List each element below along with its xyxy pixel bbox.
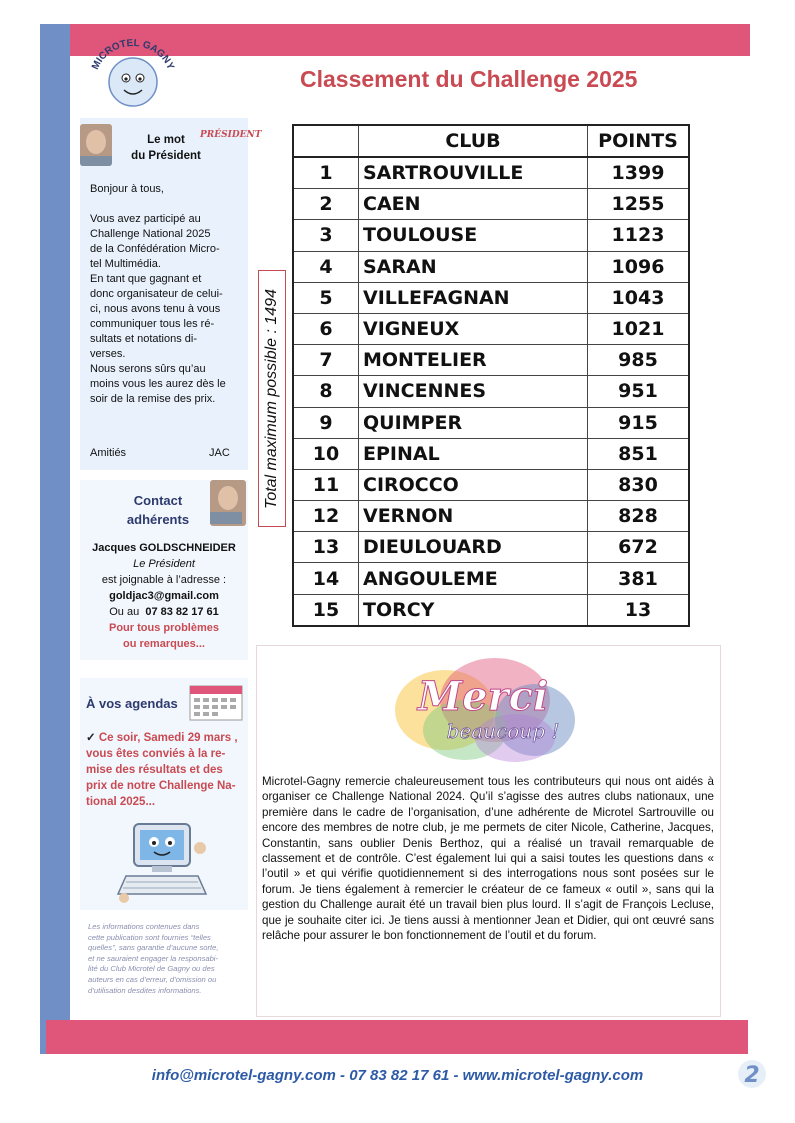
club-cell: SARTROUVILLE	[359, 157, 588, 189]
rank-header	[293, 125, 359, 157]
total-max-label-box	[258, 270, 286, 527]
calendar-icon	[188, 680, 244, 722]
agenda-text	[86, 730, 246, 810]
microtel-logo	[88, 36, 178, 112]
contact-avatar	[210, 480, 246, 526]
message-line: Challenge National 2025	[90, 228, 211, 240]
logo-text: MICROTEL GAGNY	[90, 37, 176, 72]
disclaimer-line: lité du Club Microtel de Gagny ou des	[88, 964, 215, 974]
total-max-label: Total maximum possible : 1494	[263, 288, 280, 509]
disclaimer-line: auteurs en cas d’erreur, d’omission ou	[88, 974, 217, 984]
message-paragraph-3	[90, 362, 240, 407]
rank-cell: 12	[293, 501, 359, 532]
ranking-row	[293, 563, 689, 594]
merci-text: Microtel-Gagny remercie chaleureusement tous les contributeurs qui nous ont aidés à organiser ce Challenge National 2024. Qu’il s’agisse des autres clubs nationaux, une première dans le cadre de l’organisation, d’une adhérente de Microtel Sartrouville ou encore des membres de notre club, je me permets de citer Nicole, Catherine, Jacques, Constantin, sans oublier Denis Berthoz, qui a réalisé un travail remarquable de classement et de contrôle. C’est également lui qui a saisi toutes les questions dans « l’outil » et qui vérifie quotidiennement si des interrogations nous sont posées sur le forum. Je tiens également à remercier le créateur de ce fameux « outil », sans qui la gestion du Challenge aurait été un travail bien plus lourd. Il s’agit de François Lecluse, que je souhaite citer ici. Je tiens aussi à mentionner Jean et Didier, qui ont œuvré sans relâche pour assurer le bon fonctionnement de l’outil et du forum.	[262, 775, 714, 943]
agenda-title: À vos agendas	[86, 696, 178, 711]
page-number-badge	[732, 1054, 772, 1094]
club-cell: DIEULOUARD	[359, 532, 588, 563]
contact-heading	[118, 491, 198, 529]
ranking-row	[293, 438, 689, 469]
message-line: moins vous les aurez dès le	[90, 378, 226, 390]
message-paragraph-1	[90, 212, 240, 272]
disclaimer-line: d’utilisation desdites informations.	[88, 985, 202, 995]
message-line: verses.	[90, 348, 126, 360]
ranking-row	[293, 407, 689, 438]
club-cell: SARAN	[359, 251, 588, 282]
page-title: Classement du Challenge 2025	[300, 66, 638, 92]
club-cell: MONTELIER	[359, 345, 588, 376]
ranking-row	[293, 376, 689, 407]
computer-mascot-icon	[112, 818, 212, 906]
message-line: de la Confédération Micro-	[90, 243, 220, 255]
rank-cell: 11	[293, 469, 359, 500]
ranking-row	[293, 157, 689, 189]
agenda-line: vous êtes conviés à la re-	[86, 748, 226, 760]
club-cell: VILLEFAGNAN	[359, 282, 588, 313]
rank-cell: 5	[293, 282, 359, 313]
disclaimer-line: cette publication sont fournies “telles	[88, 932, 211, 942]
disclaimer-line: quelles”, sans garantie d’aucune sorte,	[88, 943, 219, 953]
ranking-row	[293, 282, 689, 313]
agenda-line: prix de notre Challenge Na-	[86, 780, 236, 792]
rank-cell: 7	[293, 345, 359, 376]
rank-cell: 10	[293, 438, 359, 469]
message-paragraph-2	[90, 272, 240, 362]
agenda-line: tional 2025...	[86, 796, 156, 808]
points-cell: 1021	[588, 313, 690, 344]
signature: JAC	[209, 447, 230, 459]
message-line: soir de la remise des prix.	[90, 393, 216, 405]
agenda-line: mise des résultats et des	[86, 764, 223, 776]
message-line: sultats et notations di-	[90, 333, 198, 345]
beaucoup-word: beaucoup !	[446, 719, 560, 743]
president-badge: PRÉSIDENT	[200, 130, 262, 140]
rank-cell: 3	[293, 220, 359, 251]
president-message	[90, 182, 240, 407]
points-cell: 851	[588, 438, 690, 469]
points-cell: 830	[588, 469, 690, 500]
points-cell: 1399	[588, 157, 690, 189]
ranking-row	[293, 189, 689, 220]
message-line: communiquer tous les ré-	[90, 318, 215, 330]
contact-heading-line1: Contact	[133, 493, 183, 508]
contact-note-line2: ou remarques...	[123, 638, 205, 650]
bottom-pink-band	[46, 1020, 748, 1054]
rank-cell: 14	[293, 563, 359, 594]
disclaimer	[88, 922, 244, 996]
check-icon: ✓	[86, 732, 96, 744]
greeting: Bonjour à tous,	[90, 183, 164, 195]
ranking-row	[293, 469, 689, 500]
contact-details	[80, 540, 248, 652]
page-number: 2	[744, 1063, 760, 1088]
club-cell: TORCY	[359, 594, 588, 626]
president-avatar	[80, 124, 112, 166]
left-blue-band	[40, 24, 70, 1054]
points-cell: 672	[588, 532, 690, 563]
message-line: En tant que gagnant et	[90, 273, 202, 285]
contact-email[interactable]: goldjac3@gmail.com	[109, 590, 219, 602]
ranking-row	[293, 220, 689, 251]
club-cell: CAEN	[359, 189, 588, 220]
ranking-row	[293, 345, 689, 376]
president-heading-line1: Le mot	[147, 134, 185, 146]
merci-beaucoup-art	[385, 650, 585, 768]
club-cell: EPINAL	[359, 438, 588, 469]
club-cell: VERNON	[359, 501, 588, 532]
ranking-row	[293, 501, 689, 532]
phone-prefix: Ou au	[109, 606, 140, 618]
points-cell: 985	[588, 345, 690, 376]
points-cell: 1255	[588, 189, 690, 220]
contact-role: Le Président	[133, 558, 195, 570]
president-heading-line2: du Président	[131, 150, 201, 162]
contact-reach: est joignable à l’adresse :	[101, 574, 227, 586]
footer-contact: info@microtel-gagny.com - 07 83 82 17 61 - www.microtel-gagny.com	[151, 1067, 644, 1084]
ranking-row	[293, 532, 689, 563]
rank-cell: 15	[293, 594, 359, 626]
contact-note-line1: Pour tous problèmes	[108, 622, 220, 634]
message-line: Vous avez participé au	[90, 213, 201, 225]
rank-cell: 6	[293, 313, 359, 344]
points-header: POINTS	[588, 125, 690, 157]
club-header: CLUB	[359, 125, 588, 157]
points-cell: 13	[588, 594, 690, 626]
points-cell: 828	[588, 501, 690, 532]
contact-heading-line2: adhérents	[126, 512, 190, 527]
points-cell: 381	[588, 563, 690, 594]
club-cell: CIROCCO	[359, 469, 588, 500]
rank-cell: 2	[293, 189, 359, 220]
agenda-line: Ce soir, Samedi 29 mars ,	[98, 732, 238, 744]
ranking-row	[293, 251, 689, 282]
contact-phone[interactable]: 07 83 82 17 61	[145, 606, 219, 618]
message-line: ci, nous avons tenu à vous	[90, 303, 221, 315]
points-cell: 1123	[588, 220, 690, 251]
club-cell: TOULOUSE	[359, 220, 588, 251]
points-cell: 915	[588, 407, 690, 438]
rank-cell: 13	[293, 532, 359, 563]
message-line: Nous serons sûrs qu’au	[90, 363, 206, 375]
ranking-table	[292, 124, 690, 627]
ranking-row	[293, 594, 689, 626]
rank-cell: 9	[293, 407, 359, 438]
message-line: tel Multimédia.	[90, 258, 161, 270]
club-cell: VINCENNES	[359, 376, 588, 407]
points-cell: 1043	[588, 282, 690, 313]
merci-word: Merci	[417, 673, 549, 720]
contact-name: Jacques GOLDSCHNEIDER	[92, 542, 236, 554]
signoff: Amitiés	[90, 447, 127, 459]
disclaimer-line: et ne sauraient engager la responsabi-	[88, 953, 219, 963]
message-line: donc organisateur de celui-	[90, 288, 223, 300]
rank-cell: 1	[293, 157, 359, 189]
disclaimer-line: Les informations contenues dans	[88, 922, 200, 931]
rank-cell: 4	[293, 251, 359, 282]
ranking-row	[293, 313, 689, 344]
club-cell: QUIMPER	[359, 407, 588, 438]
rank-cell: 8	[293, 376, 359, 407]
club-cell: ANGOULEME	[359, 563, 588, 594]
points-cell: 1096	[588, 251, 690, 282]
club-cell: VIGNEUX	[359, 313, 588, 344]
points-cell: 951	[588, 376, 690, 407]
